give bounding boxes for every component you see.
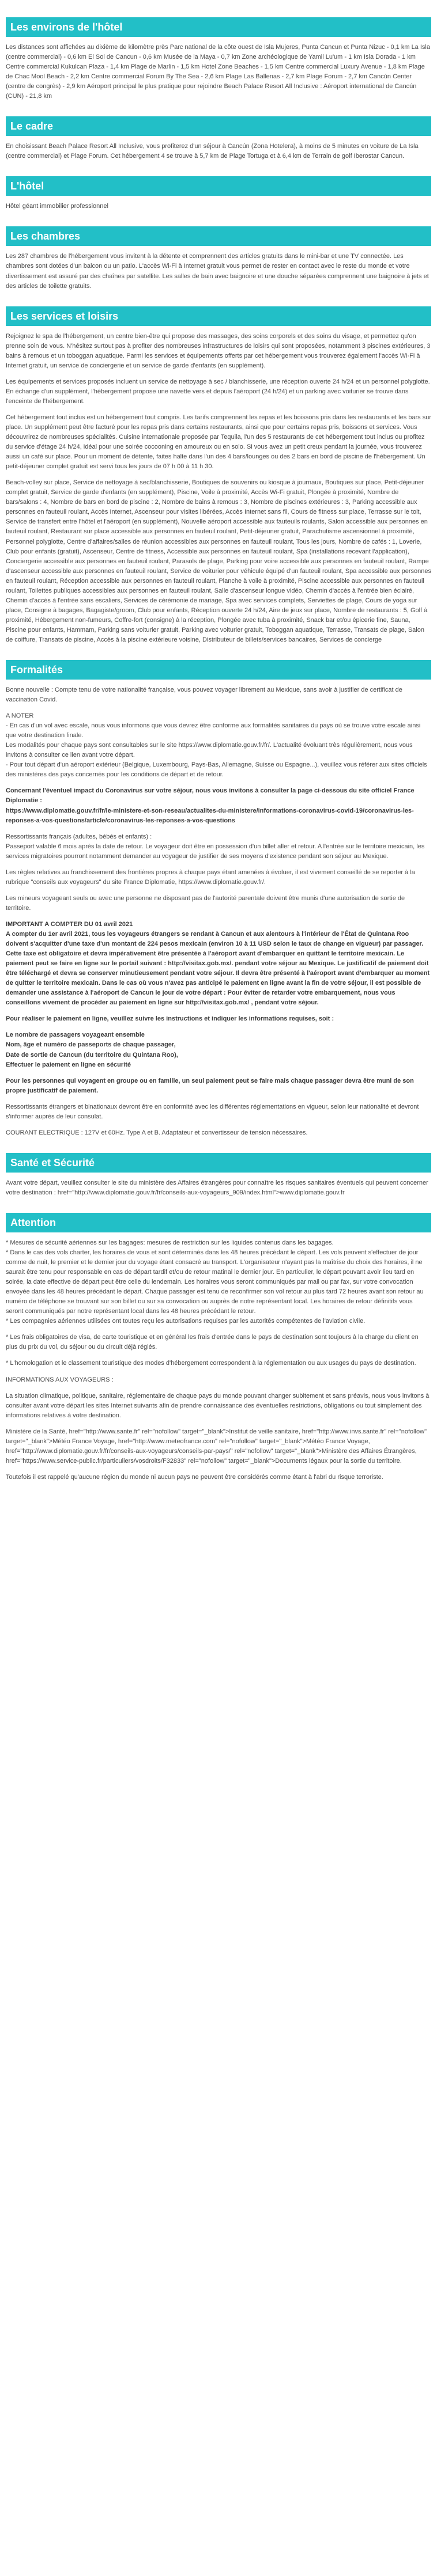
paragraph: En choisissant Beach Palace Resort All Inclusive, vous profiterez d'un séjour à Cancún (Zona Hotelera), à moins de 5 minutes en voiture de La Isla (centre commercial) et Plage Forum. Cet hébergement 4 se trouve à 5,7 km de Plage Tortuga et à 6,4 km de Terrain de golf Iberostar Cancun.	[6, 143, 419, 160]
section-le-cadre	[6, 116, 431, 161]
paragraph: Beach-volley sur place, Service de nettoyage à sec/blanchisserie, Boutiques de souvenirs ou kiosque à journaux, Boutiques sur place, Petit-déjeuner complet gratuit, Service de garde d'enfants (en supplément), Piscine, Voile à proximité, Accès Wi-Fi gratuit, Plongée à proximité, Nombre de bars/salons : 4, Nombre de bars en bord de piscine : 2, Nombre de bains à remous : 3, Nombre de piscines extérieures : 3, Parking accessible aux personnes en fauteuil roulant, Accès Internet, Ascenseur pour visites libérées, Accès Internet sans fil, Cours de fitness sur place, Terrasse sur le toit, Service de transfert entre l'hôtel et l'aéroport (en supplément), Nouvelle aéroport accessible aux fauteuils roulants, Salon accessible aux personnes en fauteuil roulant, Restaurant sur place accessible aux personnes en fauteuil roulant, Petit-déjeuner gratuit, Parachutisme ascensionnel à proximité, Personnel polyglotte, Centre d'affaires/salles de réunion accessibles aux personnes en fauteuil roulant, Tous les jours, Nombre de cafés : 1, Loverie, Club pour enfants (gratuit), Ascenseur, Centre de fitness, Accessible aux personnes en fauteuil roulant, Spa (installations recevant l'application), Conciergerie accessible aux personnes en fauteuil roulant, Parasols de plage, Parking pour voire accessible aux personnes en fauteuil roulant, Rampe d'ascenseur accessible aux personnes en fauteuil roulant, Service de voiturier pour véhicule équipé d'un fauteuil roulant, Spa accessible aux personnes en fauteuil roulant, Réception accessible aux personnes en fauteuil roulant, Planche à voile à proximité, Piscine accessible aux personnes en fauteuil roulant, Toilettes publiques accessibles aux personnes en fauteuil roulant, Salle d'ascenseur longue vidéo, Chemin d'accès à l'entrée bien éclairé, Chemin d'accès à l'entrée sans escaliers, Services de cérémonie de mariage, Spa avec services complets, Serviettes de plage, Cours de yoga sur place, Consigne à bagages, Bagagiste/groom, Club pour enfants, Réception ouverte 24 h/24, Aire de jeux sur place, Nombre de restaurants : 5, Golf à proximité, Hébergement non-fumeurs, Coffre-fort (consigne) à la réception, Plongée avec tuba à proximité, Snack bar et/ou épicerie fine, Sauna, Piscine pour enfants, Hammam, Parking sans voiturier gratuit, Parking avec voiturier gratuit, Toboggan aquatique, Terrasse, Transats de plage, Salon de coiffure, Transats de piscine, Accès à la piscine extérieure voisine, Distributeur de billets/services bancaires, Services de concierge	[6, 479, 431, 643]
section-les-chambres	[6, 226, 431, 291]
paragraph: Hôtel géant immobilier professionnel	[6, 203, 108, 210]
section-les-services-et-loisirs	[6, 306, 431, 645]
paragraph: A NOTER - En cas d'un vol avec escale, nous vous informons que vous devrez être conforme aux formalités sanitaires du pays où se trouve votre escale ainsi que votre destination finale. Les modalités pour chaque pays sont consultables sur le site https://www.diplomatie.gouv.fr/fr/. L'actualité évoluant très régulièrement, nous vous invitons à consulter ce lien avant votre départ. - Pour tout départ d'un aéroport extérieur (Belgique, Luxembourg, Pays-Bas, Allemagne, Suisse ou Espagne...), veuillez vous référer aux sites officiels des ministères des pays concernés pour les conditions de départ et de retour.	[6, 712, 427, 779]
section-heading: Le cadre	[6, 116, 431, 136]
paragraph: Avant votre départ, veuillez consulter le site du ministère des Affaires étrangères pour connaître les risques sanitaires éventuels qui peuvent concerner votre destination : href="http://www.diplomatie.gouv.fr/fr/conseils-aux-voyageurs_909/index.html">www.diplomatie.gouv.fr	[6, 1179, 428, 1196]
paragraph: * Les frais obligatoires de visa, de carte touristique et en général les frais d'entrée dans le pays de destination sont toujours à la charge du client en plus du prix du vol, du séjour ou du circuit déjà réglés.	[6, 1334, 419, 1351]
section-heading: Santé et Sécurité	[6, 1153, 431, 1173]
paragraph: COURANT ELECTRIQUE : 127V et 60Hz. Type A et B. Adaptateur et convertisseur de tension nécessaires.	[6, 1129, 308, 1136]
section-heading: Les chambres	[6, 226, 431, 246]
paragraph: La situation climatique, politique, sanitaire, réglementaire de chaque pays du monde pouvant changer subitement et sans préavis, nous vous invitons à consulter avant votre départ les sites Internet suivants afin de prendre connaissance des éventuelles restrictions, obligations ou tout simplement des informations relatives à votre destination.	[6, 1392, 430, 1419]
section-sante-et-securite	[6, 1153, 431, 1198]
section-heading: Les services et loisirs	[6, 306, 431, 326]
section-heading: Attention	[6, 1213, 431, 1232]
section-heading: L'hôtel	[6, 176, 431, 196]
paragraph: Ressortissants français (adultes, bébés et enfants) : Passeport valable 6 mois après la date de retour. Le voyageur doit être en possession d'un billet aller et retour. A l'entrée sur le territoire mexicain, les services migratoires pourront notamment demander au voyageur de justifier de ses moyens d'existence pendant son séjour au Mexique.	[6, 833, 425, 860]
paragraph: Les mineurs voyageant seuls ou avec une personne ne disposant pas de l'autorité parentale doivent être munis d'une autorisation de sortie de territoire.	[6, 894, 405, 912]
paragraph: Concernant l'éventuel impact du Coronavirus sur votre séjour, nous vous invitons à consulter la page ci-dessous du site officiel France Diplomatie : https://www.diplomatie.gouv.fr/fr/le-ministere-et-son-reseau/actualites-du-ministere/informations-coronavirus-covid-19/coronavirus-les-reponses-a-vos-questions/article/coronavirus-les-reponses-a-vos-questions	[6, 787, 415, 824]
paragraph: Les distances sont affichées au dixième de kilomètre près Parc national de la côte ouest de Isla Mujeres, Punta Cancun et Punta Nizuc - 0,1 km La Isla (centre commercial) - 0,6 km El Sol de Cancun - 0,6 km Musée de la Maya - 0,7 km Zone archéologique de Yamil Lu'um - 1 km Isla Dorada - 1 km Centre commercial Kukulcan Plaza - 1,4 km Plage de Marlin - 1,5 km Hotel Zone Beaches - 1,5 km Centre commercial Luxury Avenue - 1,8 km Plage de Chac Mool Beach - 2,2 km Centre commercial Forum By The Sea - 2,6 km Plage Las Ballenas - 2,7 km Plage Forum - 2,7 km Cancún Center (centre de congrès) - 2,9 km Aéroport principal le plus pratique pour rejoindre Beach Palace Resort All Inclusive : Aéroport international de Cancún (CUN) - 21,8 km	[6, 44, 430, 100]
section-les-environs-de-l-hotel	[6, 17, 431, 101]
section-l-hotel	[6, 176, 431, 211]
paragraph: Les équipements et services proposés incluent un service de nettoyage à sec / blanchisserie, une réception ouverte 24 h/24 et un personnel polyglotte. En échange d'un supplément, l'hébergement propose une navette vers et depuis l'aéroport (24 h/24) et un parking avec voiturier se trouve dans l'enceinte de l'hébergement.	[6, 378, 430, 405]
paragraph: Pour les personnes qui voyagent en groupe ou en famille, un seul paiement peut se faire mais chaque passager devra être muni de son propre justificatif de paiement.	[6, 1077, 414, 1094]
section-attention	[6, 1213, 431, 1482]
paragraph: Pour réaliser le paiement en ligne, veuillez suivre les instructions et indiquer les informations requises, soit :	[6, 1015, 334, 1023]
paragraph: Rejoignez le spa de l'hébergement, un centre bien-être qui propose des massages, des soins corporels et des soins du visage, et permettez qu'on prenne soin de vous. N'hésitez surtout pas à profiter des nombreuses infrastructures de loisirs qui sont proposées, notamment 3 piscines extérieures, 3 bains à remous et un toboggan aquatique. Parmi les services et équipements offerts par cet hébergement vous trouverez également l'accès Wi-Fi à Internet gratuit, un service de conciergerie et un service de garde d'enfants (en supplément).	[6, 332, 431, 369]
paragraph: Le nombre de passagers voyageant ensemble Nom, âge et numéro de passeports de chaque passager, Date de sortie de Cancun (du territoire du Quintana Roo), Effectuer le paiement en ligne en sécurité	[6, 1031, 178, 1068]
paragraph: Bonne nouvelle : Compte tenu de votre nationalité française, vous pouvez voyager librement au Mexique, sans avoir à justifier de certificat de vaccination Covid.	[6, 686, 402, 704]
section-heading: Les environs de l'hôtel	[6, 17, 431, 37]
paragraph: * Mesures de sécurité aériennes sur les bagages: mesures de restriction sur les liquides contenus dans les bagages. * Dans le cas des vols charter, les horaires de vous et sont déterminés dans les 48 heures précédant le départ. Les vols peuvent s'effectuer de jour comme de nuit, le premier et le dernier jour du voyage étant consacré au transport. L'organisateur n'ayant pas la maîtrise du choix des horaires, il ne saurait être tenu pour responsable en cas de départ tardif et/ou de retour matinal le dernier jour. En particulier, le départ pouvant avoir lieu tard en soirée, la date effective de départ peut être celle du lendemain. Les horaires vous seront communiqués par mail ou par fax, sur votre convocation envoyée dans les 48 heures précédant le départ. Chaque passager est tenu de reconfirmer son vol retour au plus tard 72 heures avant son retour au numéro de téléphone se trouvant sur son billet ou sur sa convocation ou auprès de notre représentant local. Les horaires de retour définitifs vous seront communiqués par notre représentant local dans les 48 heures précédant le retour. * Les compagnies aériennes utilisées ont toutes reçu les autorisations requises par les autorités compétentes de l'aviation civile.	[6, 1239, 424, 1325]
paragraph: Les 287 chambres de l'hébergement vous invitent à la détente et comprennent des articles gratuits dans le mini-bar et une TV connectée. Les chambres sont dotées d'un balcon ou un patio. L'accès Wi-Fi à Internet gratuit vous permet de rester en contact avec le reste du monde et votre divertissement est assuré par des chaînes par satellite. Les salles de bain avec baignoire et une douche séparées comprennent une baignoire à jets et des articles de toilette gratuits.	[6, 253, 429, 290]
paragraph: * L'homologation et le classement touristique des modes d'hébergement correspondent à la réglementation ou aux usages du pays de destination.	[6, 1360, 416, 1367]
paragraph: Ministère de la Santé, href="http://www.sante.fr" rel="nofollow" target="_blank">Institut de veille sanitaire, href="http://www.invs.sante.fr" rel="nofollow" target="_blank">Météo France Voyage, href="http://www.meteofrance.com" rel="nofollow" target="_blank">Météo France Voyage, href="http://www.diplomatie.gouv.fr/fr/conseils-aux-voyageurs/conseils-par-pays/" rel="nofollow" target="_blank">Ministère des Affaires Étrangères, href="https://www.service-public.fr/particuliers/vosdroits/F32833" rel="nofollow" target="_blank">Documents légaux pour la sortie du territoire.	[6, 1428, 427, 1465]
paragraph: Les règles relatives au franchissement des frontières propres à chaque pays étant amenées à évoluer, il est vivement conseillé de se reporter à la rubrique "conseils aux voyageurs" du site France Diplomatie, https://www.diplomatie.gouv.fr/.	[6, 868, 415, 886]
section-heading: Formalités	[6, 660, 431, 680]
paragraph: Cet hébergement tout inclus est un hébergement tout compris. Les tarifs comprennent les repas et les boissons pris dans les restaurants et les bars sur place. Un supplément peut être facturé pour les repas pris dans certains restaurants, ainsi que pour certains repas pris, boissons et services. Vous découvrirez de nombreuses spécialités. Cuisine internationale proposée par Tequila, l'un des 5 restaurants de cet hébergement tout inclus ou profitez du service d'étage 24 h/24, idéal pour une soirée cocooning en amoureux ou en solo. Si vous avez un petit creux pendant la journée, vous trouverez aussi un café sur place. Pour un moment de détente, faites halte dans l'un des 4 bars/lounges ou des 2 bars en bord de piscine de l'hébergement. Un petit-déjeuner complet gratuit est servi tous les jours de 07 h 00 à 11 h 30.	[6, 413, 431, 471]
paragraph: IMPORTANT A COMPTER DU 01 avril 2021 A compter du 1er avril 2021, tous les voyageurs étrangers se rendant à Cancun et aux alentours à l'intérieur de l'État de Quintana Roo doivent s'acquitter d'une taxe d'un montant de 224 pesos mexicain (environ 10 à 11 USD selon le taux de change en vigueur) par passager. Cette taxe est obligatoire et devra impérativement être présentée à l'aéroport avant d'embarquer en quittant le territoire mexicain. Le paiement peut se faire en ligne sur le portail suivant : http://visitax.gob.mx/. pendant votre séjour au Mexique. Le justificatif de paiement doit être téléchargé et devra se conserver minutieusement pendant votre séjour. Il devra être présenté à l'aéroport avant d'embarquer au moment de quitter le territoire mexicain. Dans le cas où vous n'avez pas anticipé le paiement en ligne avant la fin de votre séjour, il est possible de demander une assistance à l'aéroport de Cancun le jour de votre départ : Pour éviter de retarder votre embarquement, nous vous conseillons vivement de procéder au paiement en ligne sur http://visitax.gob.mx/ , pendant votre séjour.	[6, 920, 430, 1007]
page-content	[0, 17, 437, 1503]
section-formalites	[6, 660, 431, 1138]
paragraph: Toutefois il est rappelé qu'aucune région du monde ni aucun pays ne peuvent être considérés comme étant à l'abri du risque terroriste.	[6, 1473, 383, 1481]
paragraph: Ressortissants étrangers et binationaux devront être en conformité avec les différentes réglementations en vigueur, selon leur nationalité et devront s'informer auprès de leur consulat.	[6, 1103, 419, 1120]
paragraph: INFORMATIONS AUX VOYAGEURS :	[6, 1376, 114, 1383]
